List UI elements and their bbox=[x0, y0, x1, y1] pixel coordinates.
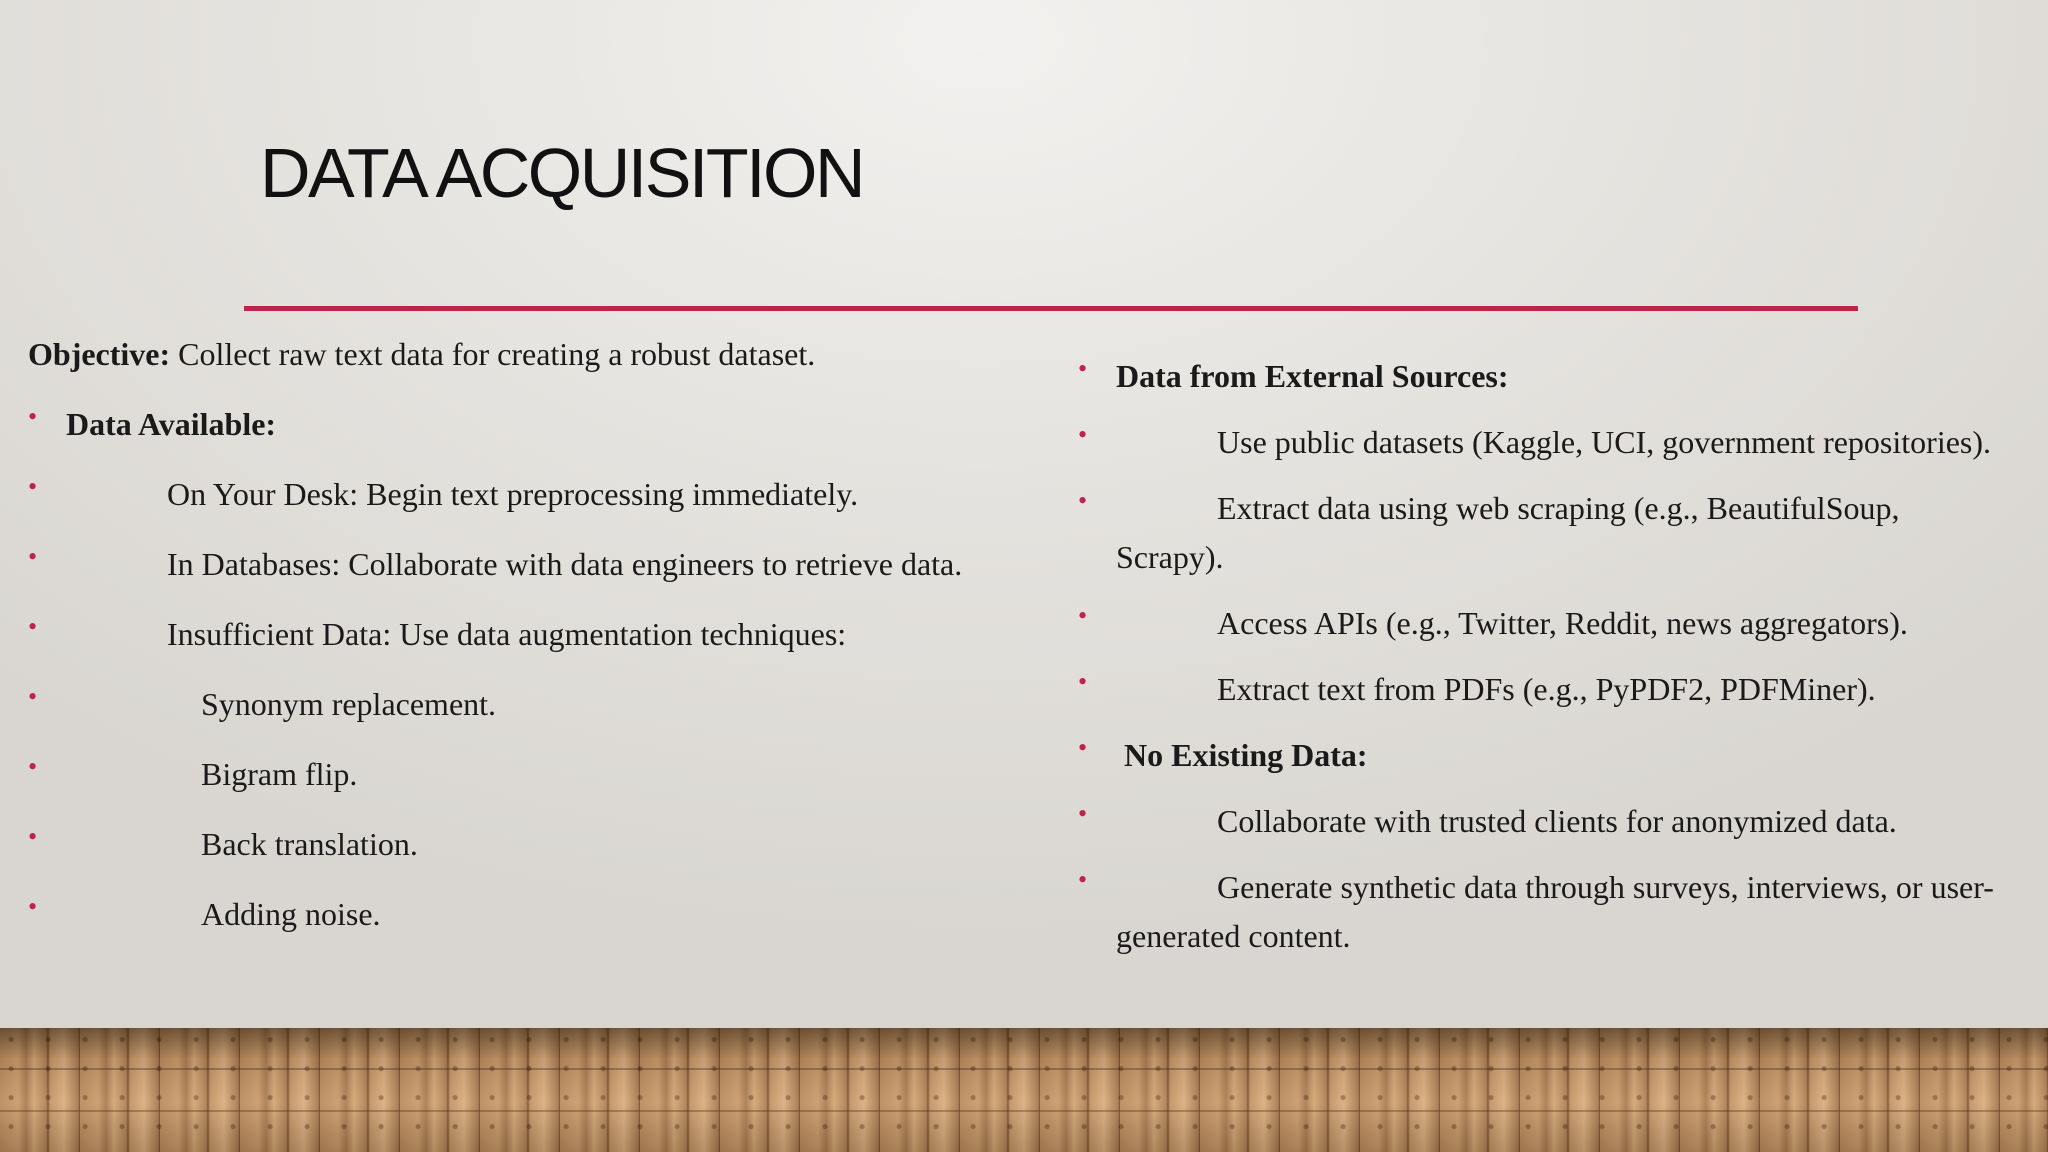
trusted-clients-text: Collaborate with trusted clients for anonymized data. bbox=[1217, 803, 1897, 839]
slide-title: DATA ACQUISITION bbox=[260, 134, 864, 212]
bullet-no-existing-data bbox=[1078, 731, 2008, 780]
bullet-apis bbox=[1078, 599, 2008, 648]
objective-paragraph bbox=[28, 330, 1038, 379]
on-your-desk-text: On Your Desk: Begin text preprocessing immediately. bbox=[167, 476, 859, 512]
left-column bbox=[28, 330, 1038, 939]
pdfs-text: Extract text from PDFs (e.g., PyPDF2, PDFMiner). bbox=[1217, 671, 1876, 707]
bullet-back-translation bbox=[28, 820, 1038, 869]
bigram-text: Bigram flip. bbox=[201, 756, 358, 792]
adding-noise-text: Adding noise. bbox=[201, 896, 381, 932]
insufficient-data-text: Insufficient Data: Use data augmentation techniques: bbox=[167, 616, 847, 652]
bullet-synthetic-data bbox=[1078, 863, 2008, 961]
bullet-web-scraping bbox=[1078, 484, 2008, 582]
bullet-icon: • bbox=[1078, 420, 1088, 449]
back-translation-text: Back translation. bbox=[201, 826, 418, 862]
objective-text: Collect raw text data for creating a robust dataset. bbox=[170, 336, 816, 372]
bullet-icon: • bbox=[28, 402, 38, 431]
right-column bbox=[1078, 352, 2008, 961]
bullet-on-your-desk bbox=[28, 470, 1038, 519]
bullet-synonym bbox=[28, 680, 1038, 729]
synonym-text: Synonym replacement. bbox=[201, 686, 497, 722]
bullet-adding-noise bbox=[28, 890, 1038, 939]
web-scraping-text: Extract data using web scraping (e.g., BeautifulSoup, Scrapy). bbox=[1116, 490, 1900, 575]
public-datasets-text: Use public datasets (Kaggle, UCI, government repositories). bbox=[1217, 424, 1992, 460]
in-databases-text: In Databases: Collaborate with data engineers to retrieve data. bbox=[167, 546, 963, 582]
bullet-icon: • bbox=[28, 682, 38, 711]
bullet-icon: • bbox=[1078, 733, 1088, 762]
data-available-heading: Data Available: bbox=[66, 406, 277, 442]
bullet-icon: • bbox=[28, 612, 38, 641]
wood-floor-shading bbox=[0, 1028, 2048, 1152]
bullet-icon: • bbox=[28, 542, 38, 571]
bullet-data-available bbox=[28, 400, 1038, 449]
bullet-trusted-clients bbox=[1078, 797, 2008, 846]
title-divider bbox=[244, 306, 1858, 311]
bullet-icon: • bbox=[28, 752, 38, 781]
no-existing-data-heading: No Existing Data: bbox=[1124, 737, 1368, 773]
objective-label: Objective: bbox=[28, 336, 171, 372]
bullet-pdfs bbox=[1078, 665, 2008, 714]
bullet-in-databases bbox=[28, 540, 1038, 589]
bullet-icon: • bbox=[1078, 799, 1088, 828]
bullet-public-datasets bbox=[1078, 418, 2008, 467]
bullet-bigram bbox=[28, 750, 1038, 799]
bullet-icon: • bbox=[1078, 865, 1088, 894]
bullet-icon: • bbox=[28, 822, 38, 851]
bullet-external-sources bbox=[1078, 352, 2008, 401]
external-sources-heading: Data from External Sources: bbox=[1116, 358, 1509, 394]
bullet-icon: • bbox=[1078, 601, 1088, 630]
bullet-icon: • bbox=[1078, 486, 1088, 515]
bullet-icon: • bbox=[28, 892, 38, 921]
bullet-insufficient-data bbox=[28, 610, 1038, 659]
bullet-icon: • bbox=[28, 472, 38, 501]
bullet-icon: • bbox=[1078, 354, 1088, 383]
bullet-icon: • bbox=[1078, 667, 1088, 696]
synthetic-data-text: Generate synthetic data through surveys, interviews, or user-generated content. bbox=[1116, 869, 1994, 954]
apis-text: Access APIs (e.g., Twitter, Reddit, news aggregators). bbox=[1217, 605, 1908, 641]
